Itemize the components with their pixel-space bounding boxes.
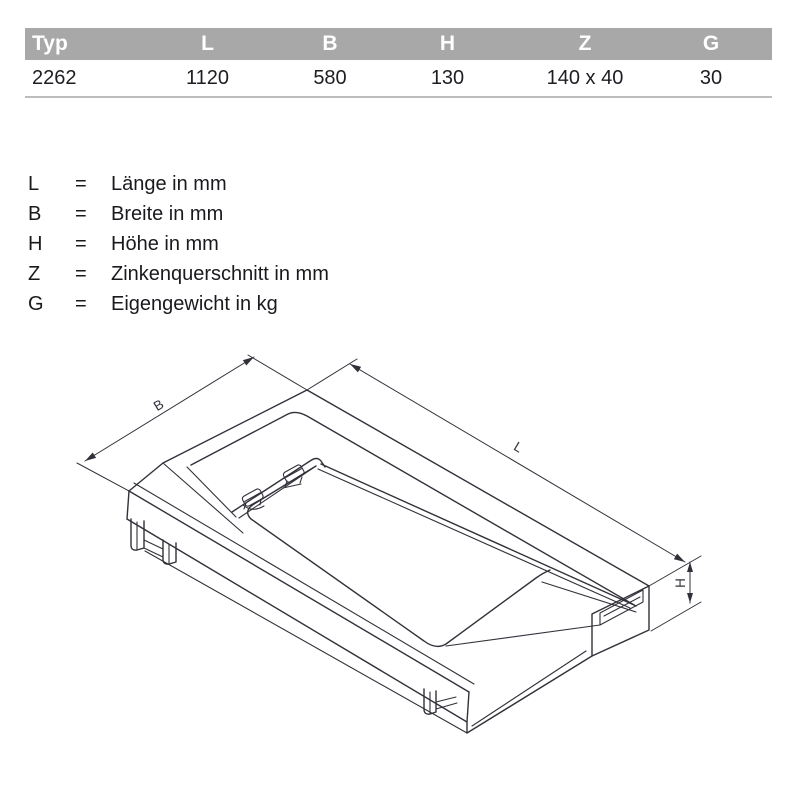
col-header-z: Z — [520, 28, 650, 60]
legend-text: Eigengewicht in kg — [111, 292, 278, 315]
legend-text: Zinkenquerschnitt in mm — [111, 262, 329, 285]
legend-equals: = — [75, 292, 87, 315]
col-header-h: H — [375, 28, 520, 60]
cell-l: 1120 — [130, 60, 285, 97]
col-header-b: B — [285, 28, 375, 60]
legend-symbol: Z — [28, 262, 41, 285]
cell-typ: 2262 — [25, 60, 130, 97]
col-header-g: G — [650, 28, 772, 60]
col-header-typ: Typ — [25, 28, 130, 60]
cell-z: 140 x 40 — [520, 60, 650, 97]
cell-g: 30 — [650, 60, 772, 97]
legend-symbol: B — [28, 202, 42, 225]
legend-text: Breite in mm — [111, 202, 224, 225]
arrowhead — [687, 593, 693, 603]
arrowhead — [674, 554, 685, 562]
dim-label-h: H — [673, 578, 688, 588]
legend-symbol: L — [28, 172, 40, 195]
legend-text: Länge in mm — [111, 172, 227, 195]
cell-b: 580 — [285, 60, 375, 97]
legend-equals: = — [75, 262, 87, 285]
tray-body — [127, 390, 649, 733]
legend-equals: = — [75, 172, 87, 195]
legend-symbol: G — [28, 292, 44, 315]
cell-h: 130 — [375, 60, 520, 97]
dim-label-l: L — [511, 438, 526, 456]
arrowhead — [243, 357, 254, 366]
legend-text: Höhe in mm — [111, 232, 219, 255]
legend-equals: = — [75, 232, 87, 255]
col-header-l: L — [130, 28, 285, 60]
dimension-h — [651, 562, 701, 631]
dim-label-b: B — [150, 396, 167, 414]
fork-pocket-feet — [131, 519, 457, 714]
arrowhead — [350, 364, 361, 372]
tray-interior — [163, 412, 636, 646]
legend-equals: = — [75, 202, 87, 225]
arrowhead — [85, 453, 96, 462]
dimension-b — [77, 355, 307, 491]
legend-symbol: H — [28, 232, 43, 255]
